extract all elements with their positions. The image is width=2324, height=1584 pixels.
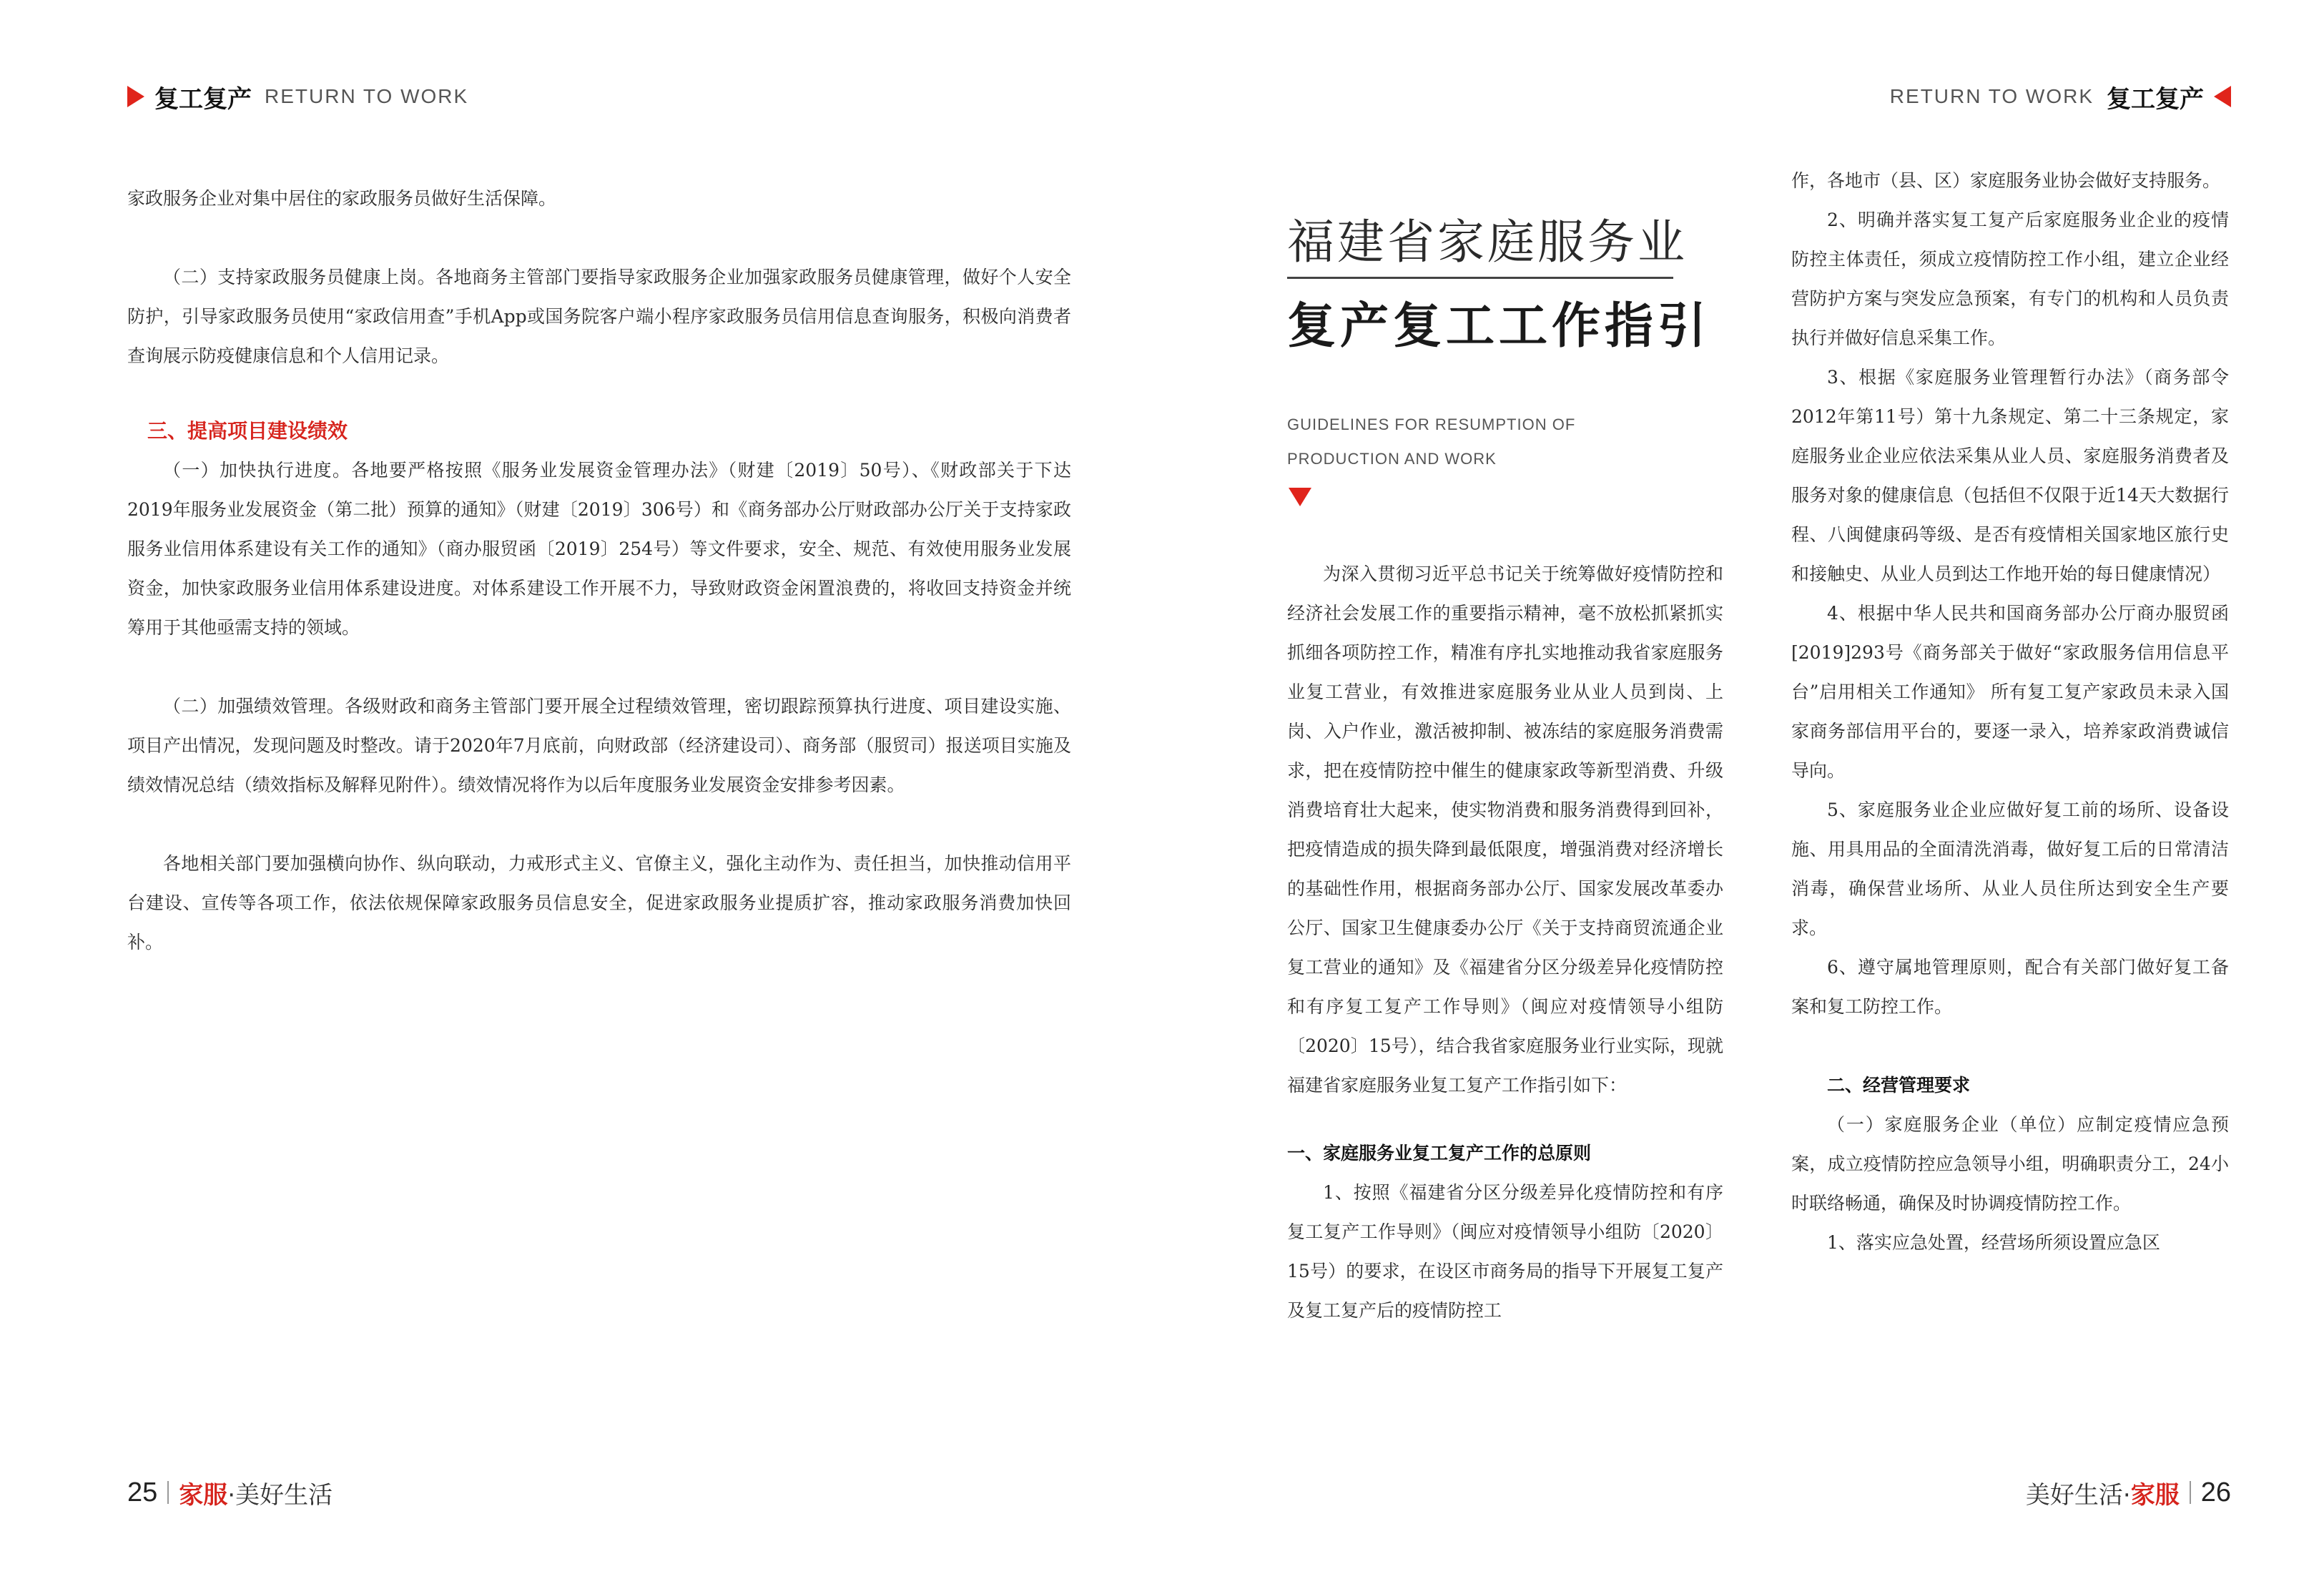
paragraph: 1、落实应急处置，经营场所须设置应急区 [1827, 1232, 2160, 1253]
right-header-en: RETURN TO WORK [1889, 85, 2094, 107]
paragraph: （二）支持家政服务员健康上岗。各地商务主管部门要指导家政服务企业加强家政服务员健康管理，做好个人安全防护，引导家政服务员使用“家政信用查”手机App或国务院客户端小程序家政服务员信用信息查询服务，积极向消费者查询展示防疫健康信息和个人信用记录。 [127, 267, 1071, 366]
left-footer [127, 1475, 333, 1510]
right-running-header [1890, 79, 2231, 114]
paragraph: 6、遵守属地管理原则，配合有关部门做好复工备案和复工防控工作。 [1791, 957, 2229, 1017]
paragraph: 家政服务企业对集中居住的家政服务员做好生活保障。 [127, 188, 557, 209]
paragraph: 5、家庭服务业企业应做好复工前的场所、设备设施、用具用品的全面清洗消毒，做好复工后的日常清洁消毒，确保营业场所、从业人员住所达到安全生产要求。 [1791, 800, 2229, 938]
intro-paragraph: 为深入贯彻习近平总书记关于统筹做好疫情防控和经济社会发展工作的重要指示精神，毫不放松抓紧抓实抓细各项防控工作，精准有序扎实地推动我省家庭服务业复工营业，有效推进家庭服务业从业人员到岗、上岗、入户作业，激活被抑制、被冻结的家庭服务消费需求，把在疫情防控中催生的健康家政等新型消费、升级消费培育壮大起来，使实物消费和服务消费得到回补，把疫情造成的损失降到最低限度，增强消费对经济增长的基础性作用，根据商务部办公厅、国家发展改革委办公厅、国家卫生健康委办公厅《关于支持商贸流通企业复工营业的通知》及《福建省分区分级差异化疫情防控和有序复工复产工作导则》（闽应对疫情领导小组防〔2020〕15号），结合我省家庭服务业行业实际，现就福建省家庭服务业复工复产工作指引如下： [1287, 564, 1723, 1096]
title-divider [1287, 277, 1673, 279]
right-footer [2026, 1475, 2231, 1510]
brand-label: 家服 [2130, 1480, 2180, 1510]
article-title-line1: 福建省家庭服务业 [1287, 215, 1688, 270]
paragraph: 4、根据中华人民共和国商务部办公厅商办服贸函[2019]293号《商务部关于做好“家政服务信用信息平台”启用相关工作通知》 所有复工复产家政员未录入国家商务部信用平台的，要逐一录入，培养家政消费诚信导向。 [1791, 603, 2229, 781]
section-heading: 三、提高项目建设绩效 [147, 419, 348, 443]
left-body [127, 179, 1071, 962]
slogan-label: ·美好生活 [227, 1480, 333, 1510]
page-number: 26 [2200, 1477, 2231, 1507]
left-running-header [127, 79, 468, 114]
left-header-cn: 复工复产 [154, 84, 252, 114]
right-right-column [1791, 161, 2229, 1262]
section-heading: 二、经营管理要求 [1827, 1075, 1971, 1096]
down-triangle-icon [1289, 488, 1311, 506]
red-triangle-icon [2214, 86, 2231, 107]
article-subtitle-en: GUIDELINES FOR RESUMPTION OF PRODUCTION AND WORK [1287, 415, 1576, 468]
red-triangle-icon [127, 86, 144, 107]
brand-label: 家服 [179, 1480, 228, 1510]
paragraph: （二）加强绩效管理。各级财政和商务主管部门要开展全过程绩效管理，密切跟踪预算执行进度、项目建设实施、项目产出情况，发现问题及时整改。请于2020年7月底前，向财政部（经济建设司）、商务部（服贸司）报送项目实施及绩效情况总结（绩效指标及解释见附件）。绩效情况将作为以后年度服务业发展资金安排参考因素。 [127, 696, 1071, 795]
right-header-cn: 复工复产 [2107, 84, 2204, 114]
paragraph: （一）家庭服务企业（单位）应制定疫情应急预案，成立疫情防控应急领导小组，明确职责分工，24小时联络畅通，确保及时协调疫情防控工作。 [1791, 1114, 2229, 1214]
paragraph: 作，各地市（县、区）家庭服务业协会做好支持服务。 [1791, 170, 2221, 191]
paragraph: （一）加快执行进度。各地要严格按照《服务业发展资金管理办法》（财建〔2019〕50号）、《财政部关于下达2019年服务业发展资金（第二批）预算的通知》（财建〔2019〕306号）和《商务部办公厅财政部办公厅关于支持家政服务业信用体系建设有关工作的通知》（商办服贸函〔2019〕254号）等文件要求，安全、规范、有效使用服务业发展资金，加快家政服务业信用体系建设进度。对体系建设工作开展不力，导致财政资金闲置浪费的，将收回支持资金并统筹用于其他亟需支持的领域。 [127, 460, 1071, 638]
divider [2190, 1481, 2191, 1504]
divider [167, 1481, 169, 1504]
slogan-label: 美好生活· [2025, 1480, 2131, 1510]
right-middle-column [1287, 554, 1723, 1330]
paragraph: 3、根据《家庭服务业管理暂行办法》（商务部令2012年第11号）第十九条规定、第二十三条规定，家庭服务业企业应依法采集从业人员、家庭服务消费者及服务对象的健康信息（包括但不仅限于近14天大数据行程、八闽健康码等级、是否有疫情相关国家地区旅行史和接触史、从业人员到达工作地开始的每日健康情况） [1791, 367, 2229, 584]
paragraph: 各地相关部门要加强横向协作、纵向联动，力戒形式主义、官僚主义，强化主动作为、责任担当，加快推动信用平台建设、宣传等各项工作，依法依规保障家政服务员信息安全，促进家政服务业提质扩容，推动家政服务消费加快回补。 [127, 853, 1071, 953]
paragraph: 2、明确并落实复工复产后家庭服务业企业的疫情防控主体责任，须成立疫情防控工作小组，建立企业经营防护方案与突发应急预案，有专门的机构和人员负责执行并做好信息采集工作。 [1791, 210, 2229, 348]
page-number: 25 [127, 1477, 158, 1507]
paragraph: 1、按照《福建省分区分级差异化疫情防控和有序复工复产工作导则》（闽应对疫情领导小组防〔2020〕15号）的要求，在设区市商务局的指导下开展复工复产及复工复产后的疫情防控工 [1287, 1182, 1723, 1321]
section-heading: 一、家庭服务业复工复产工作的总原则 [1287, 1143, 1592, 1164]
left-header-en: RETURN TO WORK [265, 85, 469, 107]
article-title-line2: 复产复工工作指引 [1287, 298, 1711, 355]
